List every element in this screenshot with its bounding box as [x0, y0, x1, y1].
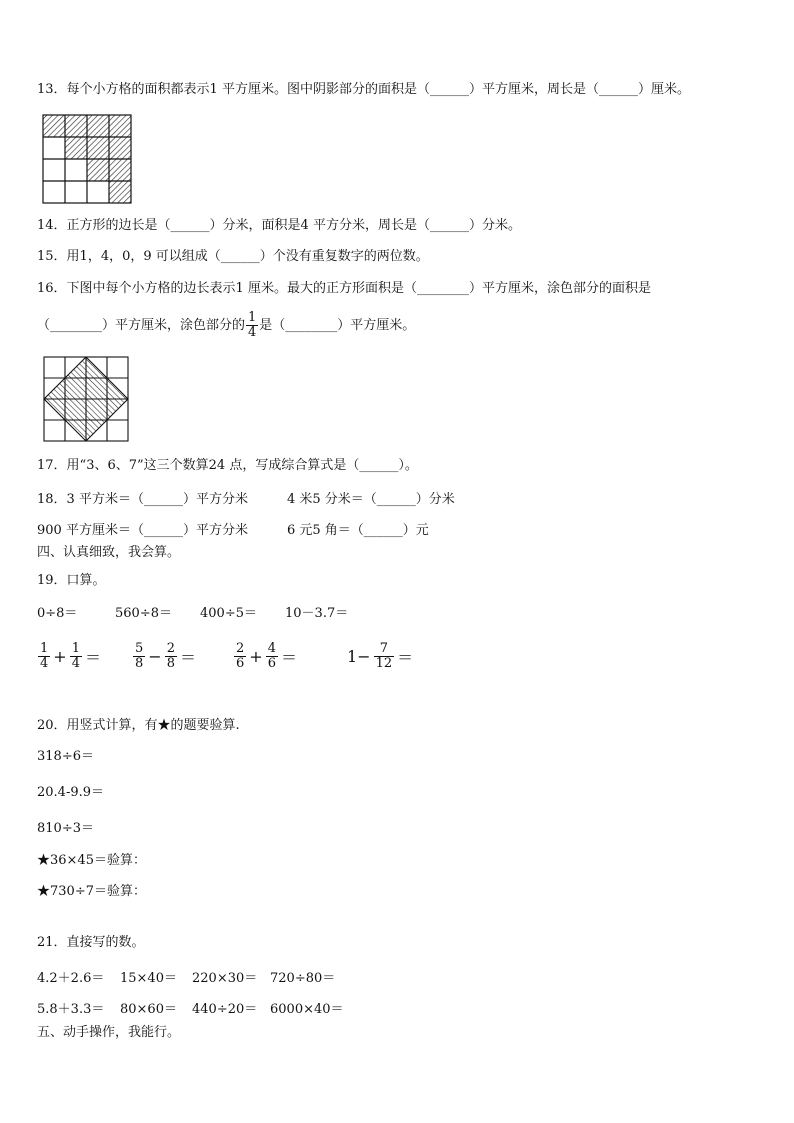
q21-calc-8: 6000×40＝ — [270, 1002, 344, 1017]
q21-calc-2: 15×40＝ — [120, 971, 177, 986]
q21-calc-7: 440÷20＝ — [192, 1002, 258, 1017]
question-14: 14．正方形的边长是（______）分米，面积是4 平方分米，周长是（______）分米。 — [37, 218, 521, 233]
q19-calc-4: 10－3.7＝ — [285, 606, 349, 621]
question-15: 15．用1，4，0，9 可以组成（______）个没有重复数字的两位数。 — [37, 249, 429, 264]
q21-calc-5: 5.8＋3.3＝ — [37, 1002, 105, 1017]
q19-fraction-calc-4: 1− $\frac{7}{12}$ ＝ — [347, 641, 414, 671]
q20-item-4: ★36×45＝验算： — [37, 853, 146, 868]
question-16-line1: 16．下图中每个小方格的边长表示1 厘米。最大的正方形面积是（________）平方厘米，涂色部分的面积是 — [37, 281, 651, 296]
q20-item-5: ★730÷7＝验算： — [37, 884, 146, 899]
q21-calc-1: 4.2＋2.6＝ — [37, 971, 105, 986]
question-13: 13．每个小方格的面积都表示1 平方厘米。图中阴影部分的面积是（______）平方厘米，周长是（______）厘米。 — [37, 82, 690, 97]
q18-item-c: 900 平方厘米＝（______）平方分米 — [37, 523, 248, 538]
q16-fraction: $\frac{1}{4}$ — [248, 310, 257, 340]
section-4-title: 四、认真细致，我会算。 — [37, 545, 181, 560]
section-5-title: 五、动手操作，我能行。 — [37, 1025, 181, 1040]
q18-item-d: 6 元5 角＝（______）元 — [287, 523, 429, 538]
q19-calc-2: 560÷8＝ — [115, 606, 172, 621]
q20-item-3: 810÷3＝ — [37, 821, 94, 836]
q16-text-b: 是（________）平方厘米。 — [259, 318, 416, 333]
question-17: 17．用“3、6、7”这三个数算24 点，写成综合算式是（______）。 — [37, 458, 418, 473]
q21-calc-4: 720÷80＝ — [270, 971, 336, 986]
q19-calc-3: 400÷5＝ — [200, 606, 257, 621]
q16-text-a: （________）平方厘米，涂色部分的 — [37, 318, 246, 333]
q19-fraction-calc-3: $\frac{2}{6}$ + $\frac{4}{6}$ ＝ — [236, 641, 297, 671]
q18-item-a: 18．3 平方米＝（______）平方分米 — [37, 492, 248, 507]
q16-grid-figure — [43, 356, 129, 442]
question-21-title: 21．直接写的数。 — [37, 935, 145, 950]
q19-fraction-calc-1: $\frac{1}{4}$ + $\frac{1}{4}$ ＝ — [40, 641, 101, 671]
question-20-title: 20．用竖式计算，有★的题要验算. — [37, 718, 240, 733]
question-16-line2 — [37, 311, 415, 340]
q19-fraction-calc-2: $\frac{5}{8}$ − $\frac{2}{8}$ ＝ — [135, 641, 196, 671]
q13-grid-figure — [42, 114, 132, 204]
q18-item-b: 4 米5 分米＝（______）分米 — [287, 492, 455, 507]
q19-calc-1: 0÷8＝ — [37, 606, 78, 621]
q20-item-2: 20.4-9.9＝ — [37, 785, 105, 800]
q21-calc-6: 80×60＝ — [120, 1002, 177, 1017]
question-19-title: 19．口算。 — [37, 573, 106, 588]
q21-calc-3: 220×30＝ — [192, 971, 258, 986]
q20-item-1: 318÷6＝ — [37, 749, 94, 764]
